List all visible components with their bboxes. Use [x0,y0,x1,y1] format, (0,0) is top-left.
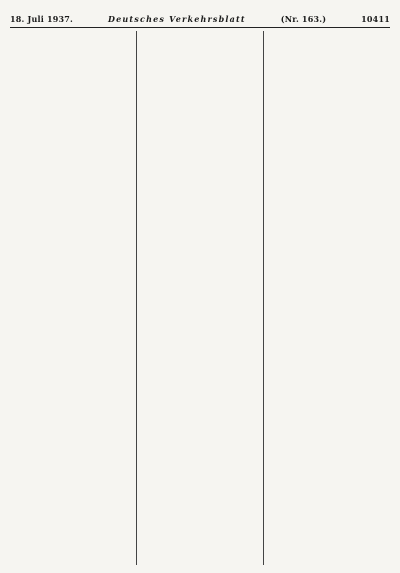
header-rule [10,27,390,28]
page-number: 10411 [361,14,390,24]
page-header [10,12,390,26]
column-2 [136,31,263,565]
text-columns [10,31,390,565]
column-3 [263,31,390,565]
page-title: Deutsches Verkehrsblatt [107,14,246,24]
page-date: 18. Juli 1937. [10,14,74,24]
issue-number: (Nr. 163.) [280,14,327,24]
column-1 [10,31,136,565]
